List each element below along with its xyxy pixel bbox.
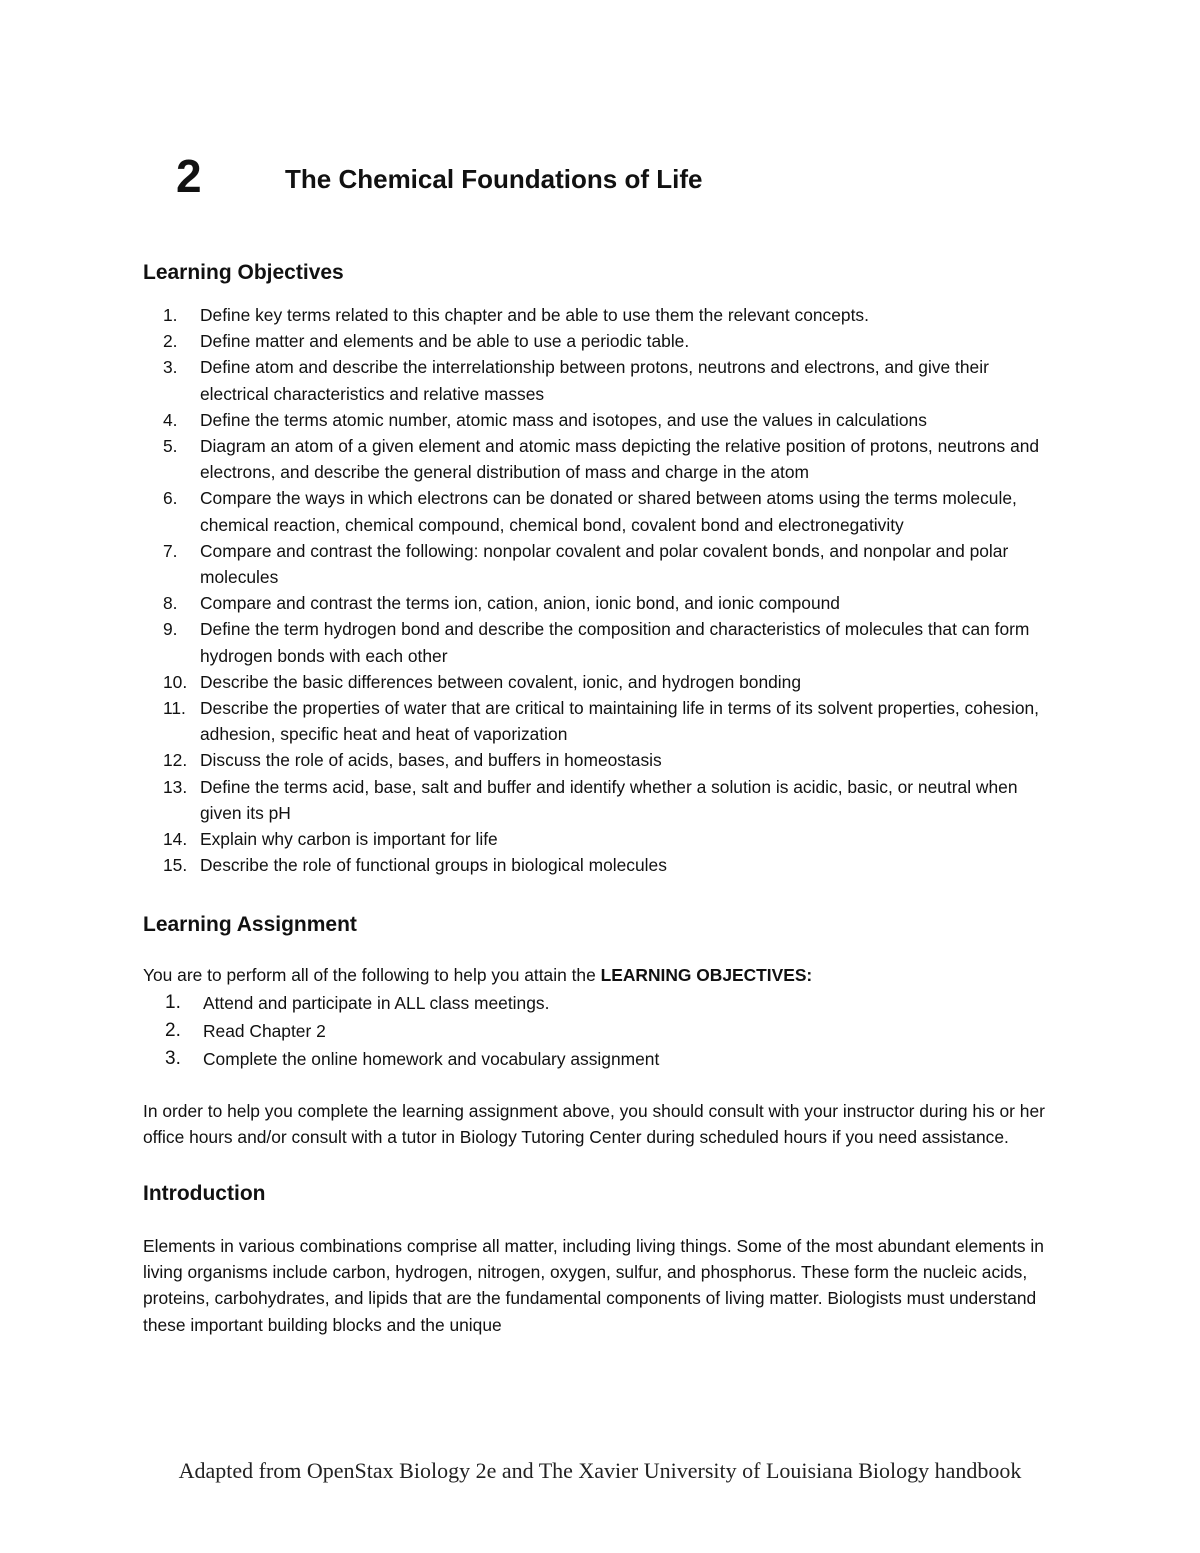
introduction-heading: Introduction xyxy=(143,1182,266,1206)
objective-text: Define atom and describe the interrelationship between protons, neutrons and electrons, and give their electrical characteristics and relative masses xyxy=(200,357,989,404)
assignment-help-text: In order to help you complete the learning assignment above, you should consult with your instructor during his or her office hours and/or consult with a tutor in Biology Tutoring Center during scheduled hours if you need assistance. xyxy=(143,1100,1045,1147)
assignment-item xyxy=(143,1045,1058,1073)
objective-text: Diagram an atom of a given element and atomic mass depicting the relative position of protons, neutrons and electrons, and describe the general distribution of mass and charge in the atom xyxy=(200,436,1040,483)
assignment-number: 3. xyxy=(165,1047,181,1069)
chapter-header xyxy=(176,148,1076,208)
objective-number: 11. xyxy=(163,698,186,719)
objective-item xyxy=(143,590,1058,616)
objective-item xyxy=(143,774,1058,826)
learning-objectives-list xyxy=(143,302,1058,878)
objective-number: 6. xyxy=(163,488,178,509)
objective-number: 12. xyxy=(163,750,188,771)
learning-assignment-heading: Learning Assignment xyxy=(143,913,357,937)
objective-number: 4. xyxy=(163,409,178,430)
objective-text: Compare and contrast the following: nonpolar covalent and polar covalent bonds, and nonpolar and polar molecules xyxy=(200,540,1009,588)
objective-text: Describe the role of functional groups in biological molecules xyxy=(200,855,667,876)
objective-number: 7. xyxy=(163,540,178,561)
objective-number: 1. xyxy=(163,305,178,325)
introduction-paragraph: Elements in various combinations comprise all matter, including living things. Some of the most abundant elements in living organisms include carbon, hydrogen, nitrogen, oxygen, sulfur, and phosphorus. These form the nucleic acids, proteins, carbohydrates, and lipids that are the fundamental components of living matter. Biologists must understand these important building blocks and the unique xyxy=(143,1236,1044,1335)
objective-text: Define the term hydrogen bond and describe the composition and characteristics of molecules that can form hydrogen bonds with each other xyxy=(200,619,1030,666)
assignment-intro-bold: LEARNING OBJECTIVES: xyxy=(600,965,813,986)
objective-item xyxy=(143,669,1058,695)
objective-text: Define the terms acid, base, salt and buffer and identify whether a solution is acidic, basic, or neutral when given its pH xyxy=(200,776,1018,823)
objective-item xyxy=(143,407,1058,433)
chapter-title: The Chemical Foundations of Life xyxy=(285,164,703,194)
assignment-number: 2. xyxy=(165,1019,181,1041)
document-body xyxy=(143,258,1058,1338)
objective-number: 2. xyxy=(163,331,178,352)
objective-item xyxy=(143,538,1058,590)
objective-text: Define the terms atomic number, atomic mass and isotopes, and use the values in calculations xyxy=(200,409,927,430)
objective-text: Compare the ways in which electrons can be donated or shared between atoms using the terms molecule, chemical reaction, chemical compound, chemical bond, covalent bond and electronegativity xyxy=(200,488,1017,535)
assignment-text: Read Chapter 2 xyxy=(203,1020,326,1041)
assignment-item xyxy=(143,989,1058,1017)
objective-text: Explain why carbon is important for life xyxy=(200,829,498,850)
objective-text: Discuss the role of acids, bases, and buffers in homeostasis xyxy=(200,750,662,771)
objective-item xyxy=(143,485,1058,537)
objective-item xyxy=(143,695,1058,747)
assignment-number: 1. xyxy=(165,991,181,1013)
assignment-item xyxy=(143,1017,1058,1045)
objective-number: 9. xyxy=(163,619,178,640)
objective-number: 15. xyxy=(163,855,188,876)
objective-item xyxy=(143,852,1058,878)
objective-item xyxy=(143,302,1058,328)
learning-objectives-heading: Learning Objectives xyxy=(143,261,344,284)
objective-number: 5. xyxy=(163,436,178,457)
assignment-intro-text: You are to perform all of the following to help you attain the xyxy=(143,965,601,986)
objective-text: Define matter and elements and be able to use a periodic table. xyxy=(200,331,690,352)
assignment-intro xyxy=(143,962,1058,988)
objective-item xyxy=(143,354,1058,406)
objective-item xyxy=(143,616,1058,668)
objective-text: Compare and contrast the terms ion, cation, anion, ionic bond, and ionic compound xyxy=(200,593,840,614)
page-footer: Adapted from OpenStax Biology 2e and The Xavier University of Louisiana Biology handbook xyxy=(178,1458,1022,1483)
objective-item xyxy=(143,433,1058,485)
objective-number: 3. xyxy=(163,357,178,378)
objective-item xyxy=(143,826,1058,852)
objective-item xyxy=(143,328,1058,354)
objective-number: 13. xyxy=(163,776,188,797)
assignment-text: Complete the online homework and vocabulary assignment xyxy=(203,1048,660,1069)
objective-text: Describe the properties of water that are critical to maintaining life in terms of its solvent properties, cohesion, adhesion, specific heat and heat of vaporization xyxy=(200,698,1040,745)
assignment-text: Attend and participate in ALL class meetings. xyxy=(203,992,550,1013)
assignment-list xyxy=(143,989,1058,1073)
chapter-number: 2 xyxy=(176,150,202,202)
objective-number: 14. xyxy=(163,829,188,850)
objective-text: Define key terms related to this chapter and be able to use them the relevant concepts. xyxy=(200,305,869,325)
objective-item xyxy=(143,747,1058,773)
objective-number: 10. xyxy=(163,671,188,692)
objective-number: 8. xyxy=(163,593,178,614)
objective-text: Describe the basic differences between covalent, ionic, and hydrogen bonding xyxy=(200,671,802,692)
